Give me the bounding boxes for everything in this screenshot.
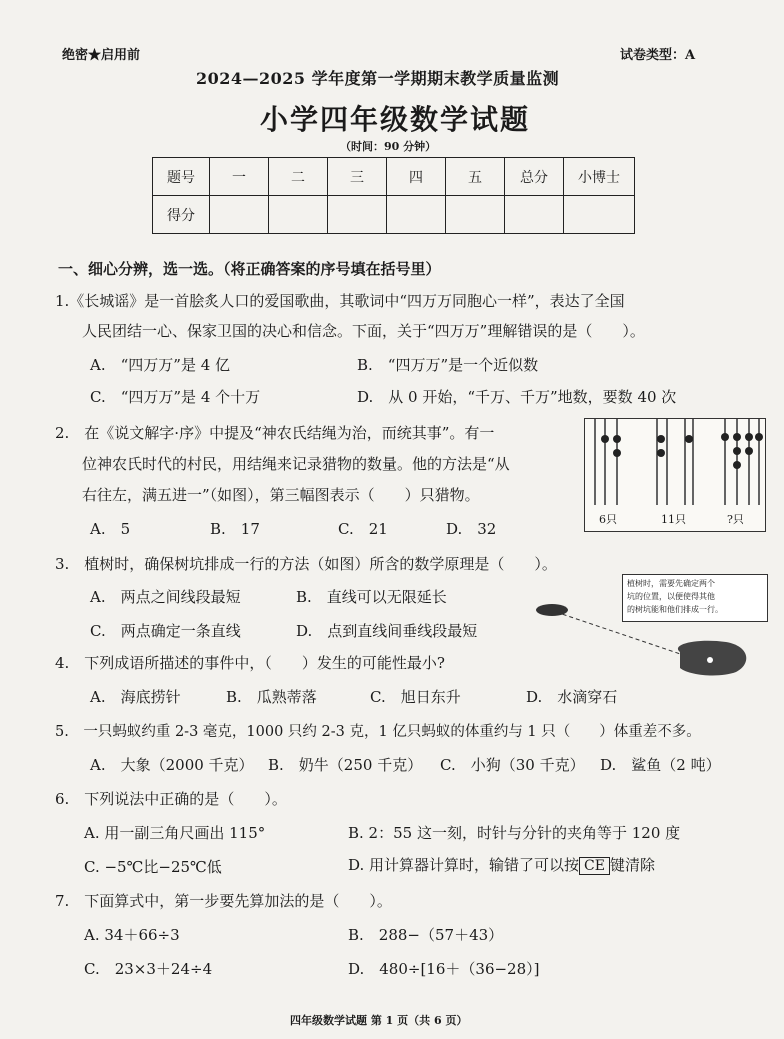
paper-type-label: 试卷类型：A xyxy=(620,48,696,63)
score-cell xyxy=(269,196,328,234)
q4-option-c: C. 旭日东升 xyxy=(370,688,461,706)
q1-option-a: A. “四万万”是 4 亿 xyxy=(90,356,231,374)
q7-option-c: C. 23×3＋24÷4 xyxy=(84,960,213,978)
q1-line2: 人民团结一心、保家卫国的决心和信念。下面，关于“四万万”理解错误的是（ ）。 xyxy=(82,322,645,340)
q2-line2: 位神农氏时代的村民，用结绳来记录猎物的数量。他的方法是“从 xyxy=(82,455,510,473)
ce-key-box: CE xyxy=(579,857,610,875)
score-header-cell: 二 xyxy=(269,158,328,196)
q1-line1: 1.《长城谣》是一首脍炙人口的爱国歌曲，其歌词中“四万万同胞心一样”，表达了全国 xyxy=(55,292,625,310)
q6-option-d-text-end: 键清除 xyxy=(609,856,655,874)
q5-option-b: B. 奶牛（250 千克） xyxy=(268,756,423,774)
q3-line1: 3. 植树时，确保树坑排成一行的方法（如图）所含的数学原理是（ ）。 xyxy=(55,555,557,573)
q1-option-d: D. 从 0 开始，“千万、千万”地数，要数 40 次 xyxy=(357,388,677,406)
tree-note-line1: 植树时，需要先确定两个 xyxy=(627,579,715,588)
q4-option-d: D. 水滴穿石 xyxy=(526,688,618,706)
q5-option-c: C. 小狗（30 千克） xyxy=(440,756,585,774)
tree-planting-note xyxy=(622,574,768,622)
q4-option-a: A. 海底捞针 xyxy=(90,688,181,706)
q1-option-b: B. “四万万”是一个近似数 xyxy=(357,356,539,374)
section-1-title: 一、细心分辨，选一选。（将正确答案的序号填在括号里） xyxy=(58,260,441,278)
score-header-cell: 总分 xyxy=(505,158,564,196)
q5-line1: 5. 一只蚂蚁约重 2-3 毫克，1000 只约 2-3 克，1 亿只蚂蚁的体重约与 1 只（ ）体重差不多。 xyxy=(55,724,701,740)
q3-option-c: C. 两点确定一条直线 xyxy=(90,622,241,640)
q2-line1: 2. 在《说文解字·序》中提及“神农氏结绳为治，而统其事”。有一 xyxy=(55,424,495,442)
score-header-cell: 五 xyxy=(446,158,505,196)
score-cell xyxy=(387,196,446,234)
tree-planting-figure xyxy=(530,572,770,690)
tree-note-line2: 坑的位置，以便使得其他 xyxy=(627,592,715,601)
page-footer: 四年级数学试题 第 1 页（共 6 页） xyxy=(290,1014,468,1027)
q6-option-b: B. 2：55 这一刻，时针与分针的夹角等于 120 度 xyxy=(348,824,681,842)
score-header-cell: 题号 xyxy=(153,158,210,196)
exam-subtitle: 2024—2025 学年度第一学期期末教学质量监测 xyxy=(196,69,560,88)
q6-line1: 6. 下列说法中正确的是（ ）。 xyxy=(55,790,287,808)
q6-option-d xyxy=(348,854,655,875)
score-header-cell: 四 xyxy=(387,158,446,196)
score-cell xyxy=(446,196,505,234)
knot-rope-figure xyxy=(584,418,766,532)
q6-option-d-text: D. 用计算器计算时，输错了可以按 xyxy=(348,856,580,874)
score-cell xyxy=(210,196,269,234)
score-table-header-row xyxy=(153,158,635,196)
q2-option-b: B. 17 xyxy=(210,520,260,538)
confidential-label: 绝密★启用前 xyxy=(62,48,141,63)
q6-option-a: A. 用一副三角尺画出 115° xyxy=(84,824,266,842)
q2-option-d: D. 32 xyxy=(446,520,497,538)
q2-option-a: A. 5 xyxy=(90,520,131,538)
knot-label-3: ?只 xyxy=(727,513,744,526)
score-header-cell: 三 xyxy=(328,158,387,196)
q5-option-a: A. 大象（2000 千克） xyxy=(90,756,254,774)
q2-option-c: C. 21 xyxy=(338,520,388,538)
q7-line1: 7. 下面算式中，第一步要先算加法的是（ ）。 xyxy=(55,892,392,910)
page-title: 小学四年级数学试题 xyxy=(260,103,531,136)
score-header-cell: 小博士 xyxy=(564,158,635,196)
q7-option-d: D. 480÷[16＋（36−28）] xyxy=(348,960,540,978)
score-row-label: 得分 xyxy=(153,196,210,234)
q3-option-d: D. 点到直线间垂线段最短 xyxy=(296,622,478,640)
q4-option-b: B. 瓜熟蒂落 xyxy=(226,688,317,706)
score-table xyxy=(152,157,635,234)
q6-option-c: C. −5℃比−25℃低 xyxy=(84,858,222,876)
score-header-cell: 一 xyxy=(210,158,269,196)
q4-line1: 4. 下列成语所描述的事件中，（ ）发生的可能性最小? xyxy=(55,654,445,672)
q3-option-a: A. 两点之间线段最短 xyxy=(90,588,241,606)
q5-option-d: D. 鲨鱼（2 吨） xyxy=(600,756,721,774)
knot-label-2: 11只 xyxy=(661,513,686,526)
q7-option-a: A. 34＋66÷3 xyxy=(84,926,180,944)
q2-line3: 右往左，满五进一”（如图），第三幅图表示（ ）只猎物。 xyxy=(82,486,480,504)
tree-note-line3: 的树坑能和他们排成一行。 xyxy=(627,605,723,614)
q1-option-c: C. “四万万”是 4 个十万 xyxy=(90,388,261,406)
q3-option-b: B. 直线可以无限延长 xyxy=(296,588,447,606)
score-table-score-row xyxy=(153,196,635,234)
exam-time: （时间：90 分钟） xyxy=(340,140,437,153)
q7-option-b: B. 288−（57＋43） xyxy=(348,926,504,944)
knot-label-1: 6只 xyxy=(599,513,617,526)
score-cell xyxy=(564,196,635,234)
score-cell xyxy=(328,196,387,234)
score-cell xyxy=(505,196,564,234)
